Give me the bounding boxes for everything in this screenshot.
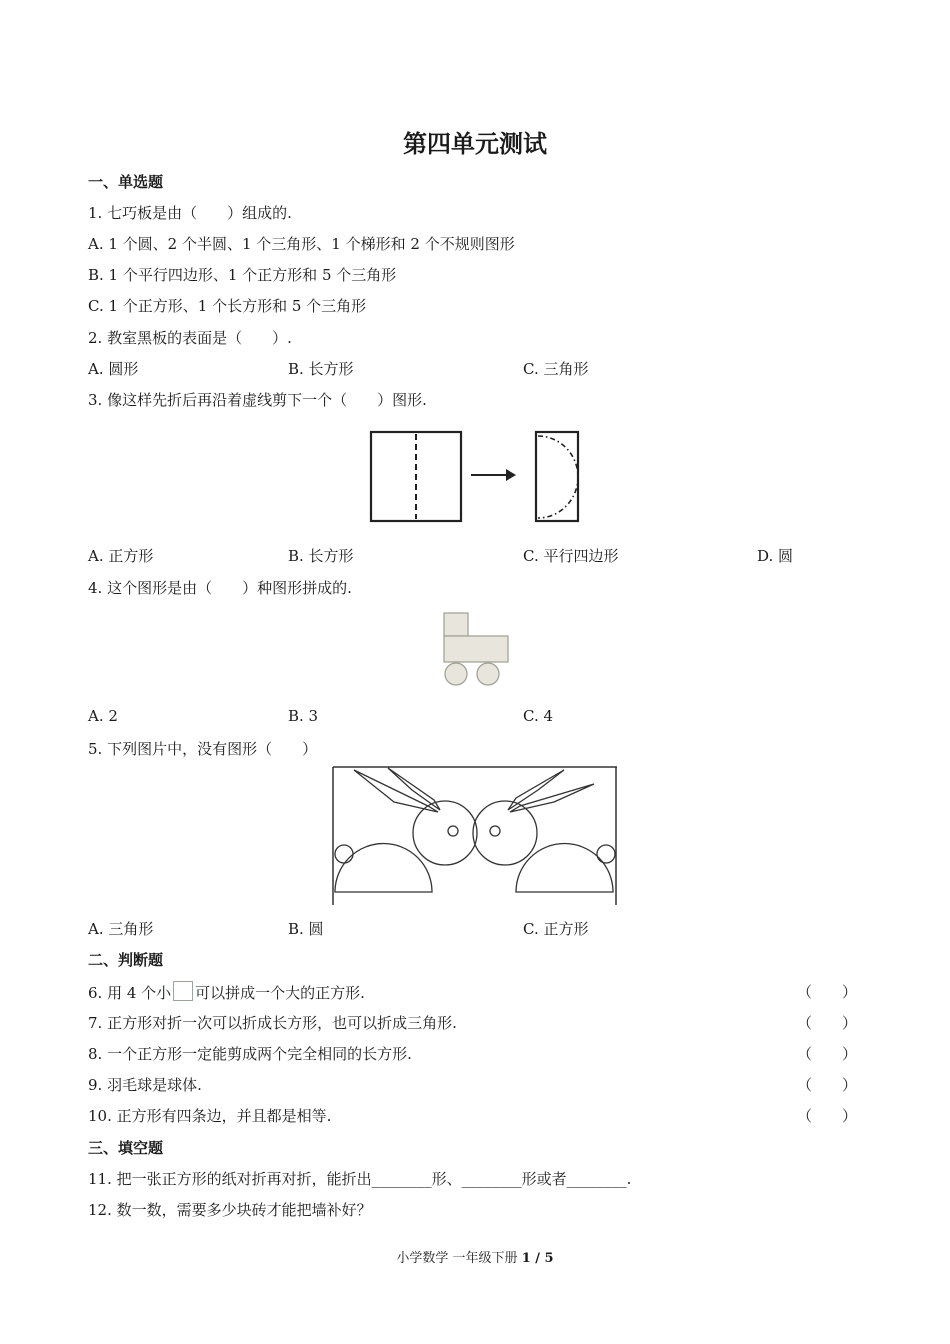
q3-option-d[interactable]: D. 圆 — [757, 547, 794, 565]
q7-answer-parens[interactable]: （ ） — [797, 1014, 858, 1032]
q3-option-c[interactable]: C. 平行四边形 — [523, 547, 619, 565]
footer-course-label: 小学数学 一年级下册 — [396, 1251, 522, 1266]
square-shape — [444, 613, 468, 636]
left-eye-circle — [448, 826, 458, 836]
question-6-suffix: 可以拼成一个大的正方形. — [195, 984, 365, 1002]
question-3: 3. 像这样先折后再沿着虚线剪下一个（ ）图形. — [88, 391, 427, 409]
cart-shape-figure — [440, 612, 512, 690]
question-9: 9. 羽毛球是球体. — [88, 1076, 202, 1094]
folded-rectangle — [536, 432, 578, 521]
right-head-circle — [473, 801, 537, 865]
page-footer — [0, 1247, 950, 1266]
wheel-circle-left — [445, 663, 467, 685]
section-heading-fill-in: 三、填空题 — [88, 1139, 164, 1157]
q9-answer-parens[interactable]: （ ） — [797, 1076, 858, 1094]
left-body-semicircle — [335, 844, 432, 892]
right-tail-circle — [597, 845, 615, 863]
right-ear-triangle-2 — [508, 770, 564, 810]
q5-option-c[interactable]: C. 正方形 — [523, 920, 589, 938]
left-head-circle — [413, 801, 477, 865]
q5-option-a[interactable]: A. 三角形 — [88, 920, 154, 938]
question-1: 1. 七巧板是由（ ）组成的. — [88, 204, 292, 222]
page-title: 第四单元测试 — [403, 129, 547, 158]
question-5: 5. 下列图片中，没有图形（ ） — [88, 740, 318, 758]
question-4: 4. 这个图形是由（ ）种图形拼成的. — [88, 579, 352, 597]
q8-answer-parens[interactable]: （ ） — [797, 1045, 858, 1063]
section-heading-single-choice: 一、单选题 — [88, 173, 164, 191]
q6-answer-parens[interactable]: （ ） — [797, 983, 858, 1001]
question-2: 2. 教室黑板的表面是（ ）. — [88, 329, 292, 347]
question-11: 11. 把一张正方形的纸对折再对折，能折出________形、________形或者________. — [88, 1170, 632, 1188]
q2-option-b[interactable]: B. 长方形 — [288, 360, 354, 378]
left-rabbit — [335, 768, 477, 892]
rabbits-figure — [332, 766, 618, 906]
q1-option-b[interactable]: B. 1 个平行四边形、1 个正方形和 5 个三角形 — [88, 266, 397, 284]
section-heading-true-false: 二、判断题 — [88, 951, 164, 969]
cut-dashed-arc — [538, 436, 578, 518]
question-6 — [88, 981, 365, 1003]
question-10: 10. 正方形有四条边，并且都是相等. — [88, 1107, 332, 1125]
q4-option-c[interactable]: C. 4 — [523, 707, 554, 725]
page-number: 1 / 5 — [521, 1251, 554, 1266]
question-7: 7. 正方形对折一次可以折成长方形，也可以折成三角形. — [88, 1014, 457, 1032]
left-tail-circle — [335, 845, 353, 863]
q3-option-b[interactable]: B. 长方形 — [288, 547, 354, 565]
question-8: 8. 一个正方形一定能剪成两个完全相同的长方形. — [88, 1045, 412, 1063]
q3-option-a[interactable]: A. 正方形 — [88, 547, 154, 565]
q10-answer-parens[interactable]: （ ） — [797, 1107, 858, 1125]
right-body-semicircle — [516, 844, 613, 892]
question-12: 12. 数一数，需要多少块砖才能把墙补好？ — [88, 1201, 372, 1219]
wheel-circle-right — [477, 663, 499, 685]
q4-option-b[interactable]: B. 3 — [288, 707, 319, 725]
q4-option-a[interactable]: A. 2 — [88, 707, 118, 725]
q2-option-a[interactable]: A. 圆形 — [88, 360, 139, 378]
question-6-prefix: 6. 用 4 个小 — [88, 984, 172, 1002]
q2-option-c[interactable]: C. 三角形 — [523, 360, 589, 378]
q5-option-b[interactable]: B. 圆 — [288, 920, 324, 938]
small-square-icon — [173, 981, 193, 1001]
right-ear-triangle-1 — [510, 784, 594, 812]
right-eye-circle — [490, 826, 500, 836]
q1-option-a[interactable]: A. 1 个圆、2 个半圆、1 个三角形、1 个梯形和 2 个不规则图形 — [88, 235, 515, 253]
right-rabbit — [473, 770, 615, 892]
fold-cut-figure — [368, 430, 588, 525]
q1-option-c[interactable]: C. 1 个正方形、1 个长方形和 5 个三角形 — [88, 297, 367, 315]
rectangle-shape — [444, 636, 508, 662]
left-ear-triangle-1 — [354, 770, 438, 812]
arrow-head-icon — [506, 469, 516, 481]
